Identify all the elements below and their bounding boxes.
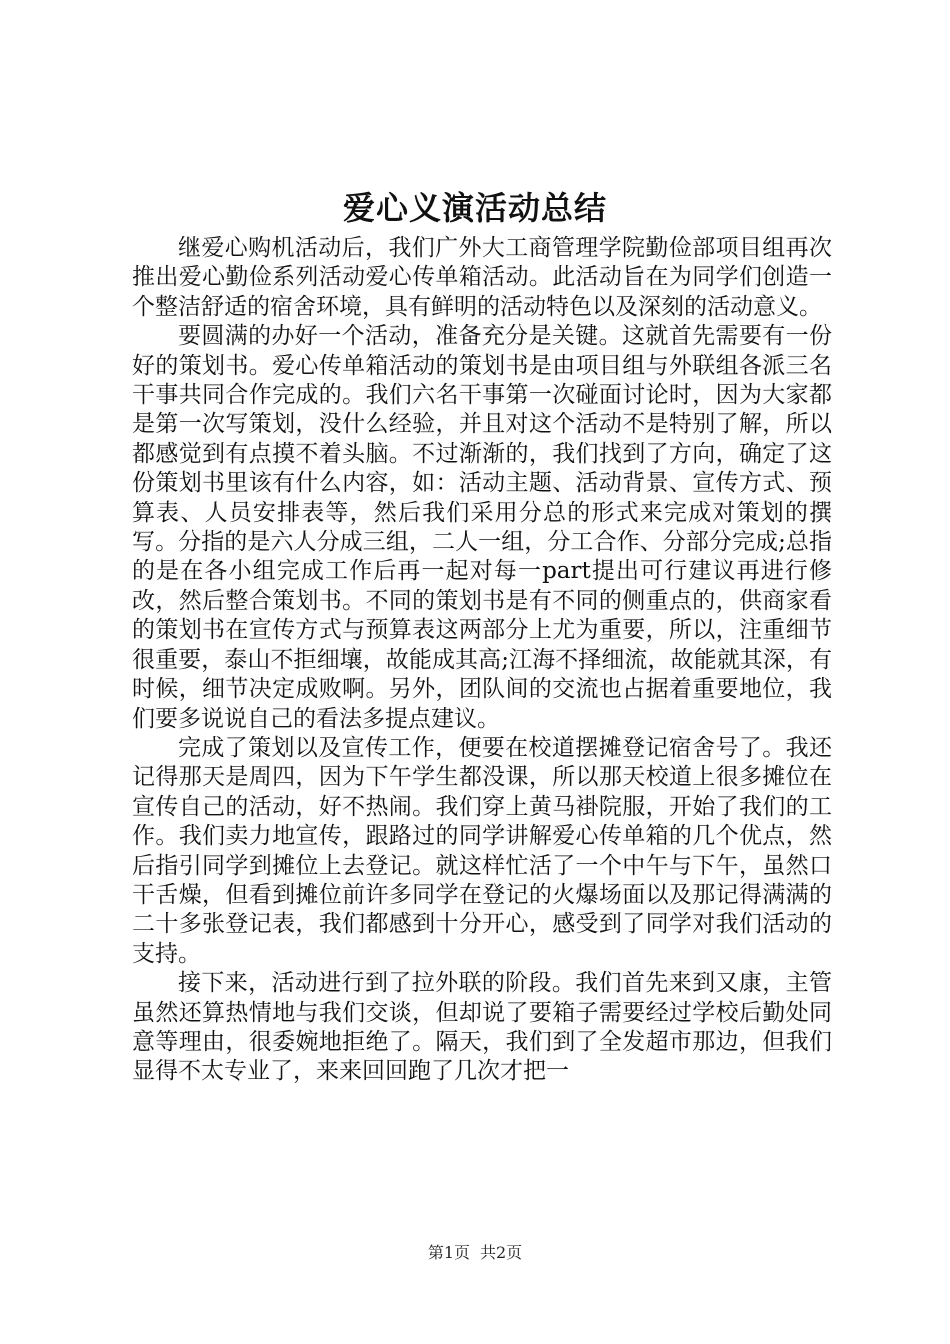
page-total: 共2页 xyxy=(480,1243,523,1262)
page-number: 第1页 xyxy=(427,1243,470,1262)
page-footer xyxy=(0,1243,950,1263)
paragraph: 接下来，活动进行到了拉外联的阶段。我们首先来到又康，主管虽然还算热情地与我们交谈，但却说了要箱子需要经过学校后勤处同意等理由，很委婉地拒绝了。隔天，我们到了全发超市那边，但我们显得不太专业了，来来回回跑了几次才把一 xyxy=(132,970,832,1085)
document-title: 爱心义演活动总结 xyxy=(342,189,607,227)
document-body xyxy=(132,234,832,1087)
paragraph: 完成了策划以及宣传工作，便要在校道摆摊登记宿舍号了。我还记得那天是周四，因为下午学生都没课，所以那天校道上很多摊位在宣传自己的活动，好不热闹。我们穿上黄马褂院服，开始了我们的工作。我们卖力地宣传，跟路过的同学讲解爱心传单箱的几个优点，然后指引同学到摊位上去登记。就这样忙活了一个中午与下午，虽然口干舌燥，但看到摊位前许多同学在登记的火爆场面以及那记得满满的二十多张登记表，我们都感到十分开心，感受到了同学对我们活动的支持。 xyxy=(132,734,832,967)
paragraph: 继爱心购机活动后，我们广外大工商管理学院勤俭部项目组再次推出爱心勤俭系列活动爱心传单箱活动。此活动旨在为同学们创造一个整洁舒适的宿舍环境，具有鲜明的活动特色以及深刻的活动意义。 xyxy=(132,235,832,320)
paragraph: 要圆满的办好一个活动，准备充分是关键。这就首先需要有一份好的策划书。爱心传单箱活动的策划书是由项目组与外联组各派三名干事共同合作完成的。我们六名干事第一次碰面讨论时，因为大家都是第一次写策划，没什么经验，并且对这个活动不是特别了解，所以都感觉到有点摸不着头脑。不过渐渐的，我们找到了方向，确定了这份策划书里该有什么内容，如：活动主题、活动背景、宣传方式、预算表、人员安排表等，然后我们采用分总的形式来完成对策划的撰写。分指的是六人分成三组，二人一组，分工合作、分部分完成;总指的是在各小组完成工作后再一起对每一part提出可行建议再进行修改，然后整合策划书。不同的策划书是有不同的侧重点的，供商家看的策划书在宣传方式与预算表这两部分上尤为重要，所以，注重细节很重要，泰山不拒细壤，故能成其高;江海不择细流，故能就其深，有时候，细节决定成败啊。另外，团队间的交流也占据着重要地位，我们要多说说自己的看法多提点建议。 xyxy=(132,323,832,732)
